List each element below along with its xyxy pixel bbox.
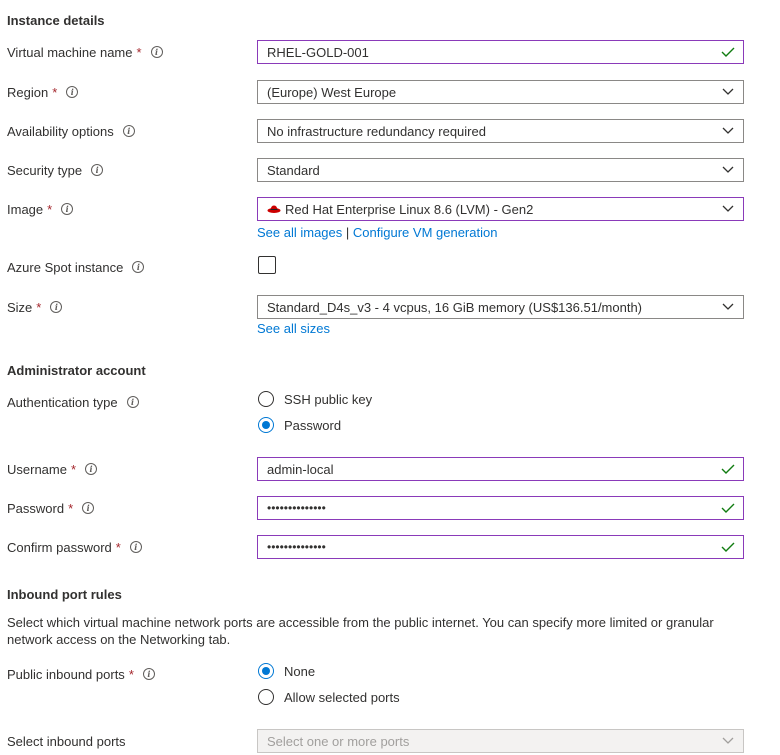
checkmark-icon bbox=[713, 41, 743, 63]
info-icon[interactable]: i bbox=[123, 125, 135, 137]
image-label bbox=[7, 199, 73, 219]
security-type-value: Standard bbox=[267, 162, 320, 178]
see-all-sizes-link[interactable]: See all sizes bbox=[257, 321, 330, 336]
checkmark-icon bbox=[713, 497, 743, 519]
availability-label bbox=[7, 121, 135, 141]
chevron-down-icon bbox=[713, 120, 743, 142]
required-marker: * bbox=[70, 461, 77, 477]
vm-name-label-text: Virtual machine name bbox=[7, 44, 133, 60]
size-dropdown[interactable] bbox=[257, 295, 744, 319]
spot-label bbox=[7, 257, 144, 277]
section-title-admin-account: Administrator account bbox=[7, 363, 146, 378]
size-label-text: Size bbox=[7, 299, 33, 315]
ports-allow-label: Allow selected ports bbox=[284, 689, 400, 705]
vm-name-value: RHEL-GOLD-001 bbox=[267, 44, 369, 60]
chevron-down-icon bbox=[713, 159, 743, 181]
confirm-password-label bbox=[7, 537, 142, 557]
region-dropdown[interactable] bbox=[257, 80, 744, 104]
spot-checkbox[interactable] bbox=[258, 256, 276, 274]
ports-none-radio[interactable] bbox=[258, 661, 315, 681]
region-label bbox=[7, 82, 78, 102]
password-value: •••••••••••••• bbox=[267, 501, 326, 515]
section-title-instance-details: Instance details bbox=[7, 13, 105, 28]
radio-circle bbox=[258, 391, 274, 407]
see-all-images-link[interactable]: See all images bbox=[257, 225, 343, 240]
checkmark-icon bbox=[713, 536, 743, 558]
ports-allow-radio[interactable] bbox=[258, 687, 400, 707]
radio-circle-selected bbox=[258, 663, 274, 679]
inbound-description: Select which virtual machine network ports are accessible from the public internet. You can specify more limited or granular network access on the Networking tab. bbox=[7, 615, 714, 647]
required-marker: * bbox=[68, 500, 74, 516]
info-icon[interactable]: i bbox=[50, 301, 62, 313]
select-ports-placeholder: Select one or more ports bbox=[267, 733, 410, 749]
image-links bbox=[257, 225, 497, 240]
chevron-down-icon bbox=[713, 198, 743, 220]
select-ports-label-text: Select inbound ports bbox=[7, 733, 126, 749]
info-icon[interactable]: i bbox=[61, 203, 73, 215]
username-value: admin-local bbox=[267, 461, 334, 477]
auth-password-label: Password bbox=[284, 417, 342, 433]
availability-dropdown[interactable] bbox=[257, 119, 744, 143]
info-icon[interactable]: i bbox=[143, 668, 155, 680]
info-icon[interactable]: i bbox=[132, 261, 144, 273]
auth-password-radio[interactable] bbox=[258, 415, 341, 435]
chevron-down-icon bbox=[713, 81, 743, 103]
info-icon[interactable]: i bbox=[130, 541, 142, 553]
select-ports-label bbox=[7, 731, 126, 751]
security-type-label bbox=[7, 160, 103, 180]
auth-type-label bbox=[7, 392, 139, 412]
password-label bbox=[7, 498, 94, 518]
configure-vm-generation-link[interactable]: Configure VM generation bbox=[352, 225, 498, 240]
size-value: Standard_D4s_v3 - 4 vcpus, 16 GiB memory (US$136.51/month) bbox=[267, 299, 643, 315]
radio-circle bbox=[258, 689, 274, 705]
image-value: Red Hat Enterprise Linux 8.6 (LVM) - Gen2 bbox=[285, 201, 534, 217]
image-label-text: Image bbox=[7, 201, 44, 217]
security-type-label-text: Security type bbox=[7, 162, 83, 178]
required-marker: * bbox=[136, 44, 142, 60]
confirm-password-value: •••••••••••••• bbox=[267, 540, 326, 554]
username-label-text: Username bbox=[7, 461, 67, 477]
vm-name-label bbox=[7, 42, 163, 62]
chevron-down-icon bbox=[713, 730, 743, 752]
public-ports-label bbox=[7, 664, 155, 684]
required-marker: * bbox=[47, 201, 53, 217]
red-hat-logo bbox=[267, 204, 281, 214]
region-label-text: Region bbox=[7, 84, 49, 100]
info-icon[interactable]: i bbox=[85, 463, 97, 475]
vm-name-input[interactable] bbox=[257, 40, 744, 64]
select-ports-dropdown[interactable] bbox=[257, 729, 744, 753]
password-label-text: Password bbox=[7, 500, 65, 516]
password-input[interactable] bbox=[257, 496, 744, 520]
security-type-dropdown[interactable] bbox=[257, 158, 744, 182]
info-icon[interactable]: i bbox=[127, 396, 139, 408]
image-value-wrap bbox=[258, 202, 713, 217]
auth-ssh-label: SSH public key bbox=[284, 391, 373, 407]
username-label bbox=[7, 459, 97, 479]
info-icon[interactable]: i bbox=[82, 502, 94, 514]
public-ports-label-text: Public inbound ports bbox=[7, 666, 125, 682]
chevron-down-icon bbox=[713, 296, 743, 318]
link-separator: | bbox=[345, 225, 350, 240]
availability-label-text: Availability options bbox=[7, 123, 114, 139]
radio-circle-selected bbox=[258, 417, 274, 433]
size-label bbox=[7, 297, 62, 317]
region-value: (Europe) West Europe bbox=[267, 84, 397, 100]
availability-value: No infrastructure redundancy required bbox=[267, 123, 486, 139]
info-icon[interactable]: i bbox=[151, 46, 163, 58]
required-marker: * bbox=[36, 299, 42, 315]
required-marker: * bbox=[128, 666, 134, 682]
spot-label-text: Azure Spot instance bbox=[7, 259, 124, 275]
info-icon[interactable]: i bbox=[66, 86, 78, 98]
auth-type-label-text: Authentication type bbox=[7, 394, 118, 410]
required-marker: * bbox=[115, 539, 121, 555]
username-input[interactable] bbox=[257, 457, 744, 481]
section-title-inbound-rules: Inbound port rules bbox=[7, 587, 122, 602]
image-dropdown[interactable] bbox=[257, 197, 744, 221]
confirm-password-label-text: Confirm password bbox=[7, 539, 112, 555]
checkmark-icon bbox=[713, 458, 743, 480]
info-icon[interactable]: i bbox=[91, 164, 103, 176]
ports-none-label: None bbox=[284, 663, 316, 679]
auth-ssh-radio[interactable] bbox=[258, 389, 372, 409]
confirm-password-input[interactable] bbox=[257, 535, 744, 559]
required-marker: * bbox=[52, 84, 58, 100]
